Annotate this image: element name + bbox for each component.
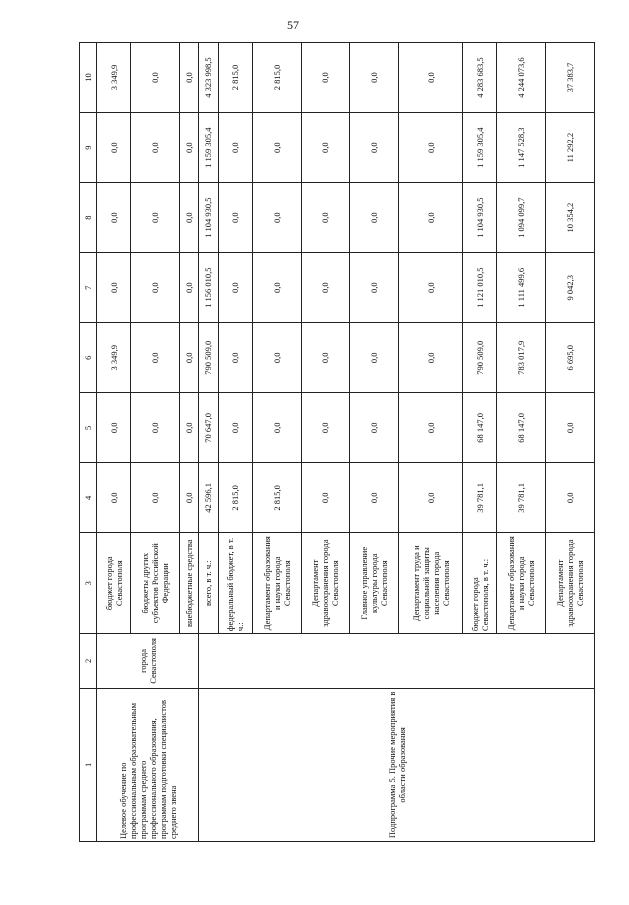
value-cell: 1 159 305,4: [199, 113, 218, 183]
value-cell: 0,0: [399, 253, 463, 323]
value-cell: 10 354,2: [546, 183, 595, 253]
column-number: 10: [80, 43, 97, 113]
executor-cell: города Севастополя: [97, 634, 199, 689]
value-cell: 68 147,0: [497, 393, 546, 463]
event-name-cell: Целевое обучение по профессиональным образовательным программам среднего профессионального образования, программам подготовки специалистов среднего звена: [97, 688, 199, 841]
value-cell: 0,0: [350, 183, 399, 253]
value-cell: 70 647,0: [199, 393, 218, 463]
page-number: 57: [287, 18, 299, 32]
value-cell: 39 781,1: [497, 463, 546, 533]
funding-source-cell: бюджет города Севастополя, в т. ч.:: [463, 533, 497, 634]
value-cell: 0,0: [179, 43, 198, 113]
value-cell: 11 292,2: [546, 113, 595, 183]
value-cell: 0,0: [179, 253, 198, 323]
value-cell: 0,0: [399, 463, 463, 533]
value-cell: 0,0: [350, 393, 399, 463]
value-cell: 0,0: [301, 323, 350, 393]
value-cell: 1 111 499,6: [497, 253, 546, 323]
funding-source-cell: бюджет города Севастополя: [97, 533, 131, 634]
value-cell: 0,0: [131, 253, 180, 323]
value-cell: 9 042,3: [546, 253, 595, 323]
value-cell: 0,0: [179, 323, 198, 393]
column-number: 7: [80, 253, 97, 323]
value-cell: 3 349,9: [97, 323, 131, 393]
value-cell: 0,0: [131, 113, 180, 183]
value-cell: 39 781,1: [463, 463, 497, 533]
value-cell: 0,0: [97, 463, 131, 533]
value-cell: 0,0: [301, 113, 350, 183]
value-cell: 0,0: [350, 113, 399, 183]
value-cell: 2 815,0: [218, 463, 252, 533]
funding-source-cell: Департамент здравоохранения города Севастополя: [546, 533, 595, 634]
value-cell: 783 017,9: [497, 323, 546, 393]
value-cell: 0,0: [546, 463, 595, 533]
value-cell: 1 159 305,4: [463, 113, 497, 183]
value-cell: 37 383,7: [546, 43, 595, 113]
value-cell: 0,0: [131, 183, 180, 253]
value-cell: 0,0: [399, 323, 463, 393]
value-cell: 1 104 930,5: [463, 183, 497, 253]
value-cell: 0,0: [131, 323, 180, 393]
column-number: 5: [80, 393, 97, 463]
funding-source-cell: внебюджетные средства: [179, 533, 198, 634]
column-number-row: [80, 43, 97, 842]
value-cell: 0,0: [301, 183, 350, 253]
value-cell: 0,0: [350, 253, 399, 323]
funding-source-cell: Департамент образования и науки города Севастополя: [252, 533, 301, 634]
value-cell: 0,0: [301, 253, 350, 323]
funding-source-cell: Департамент образования и науки города Севастополя: [497, 533, 546, 634]
funding-source-cell: федеральный бюджет, в т. ч.:: [218, 533, 252, 634]
value-cell: 0,0: [131, 43, 180, 113]
value-cell: 0,0: [218, 253, 252, 323]
value-cell: 0,0: [131, 393, 180, 463]
column-number: 3: [80, 533, 97, 634]
value-cell: 0,0: [252, 253, 301, 323]
value-cell: 0,0: [301, 393, 350, 463]
value-cell: 0,0: [252, 113, 301, 183]
value-cell: 1 156 010,5: [199, 253, 218, 323]
value-cell: 0,0: [399, 393, 463, 463]
value-cell: 4 244 073,6: [497, 43, 546, 113]
value-cell: 0,0: [179, 463, 198, 533]
value-cell: 6 695,0: [546, 323, 595, 393]
value-cell: 0,0: [350, 323, 399, 393]
value-cell: 1 094 099,7: [497, 183, 546, 253]
funding-source-cell: Департамент труда и социальной защиты населения города Севастополя: [399, 533, 463, 634]
value-cell: 0,0: [301, 463, 350, 533]
budget-table-rotated: [79, 42, 595, 842]
column-number: 6: [80, 323, 97, 393]
funding-source-cell: Главное управление культуры города Севастополя: [350, 533, 399, 634]
column-number: 4: [80, 463, 97, 533]
funding-source-cell: всего, в т. ч.:: [199, 533, 218, 634]
value-cell: 0,0: [218, 323, 252, 393]
funding-source-cell: Департамент здравоохранения города Севастополя: [301, 533, 350, 634]
value-cell: 2 815,0: [252, 43, 301, 113]
value-cell: 0,0: [97, 183, 131, 253]
table-row: [97, 43, 131, 842]
value-cell: 0,0: [399, 43, 463, 113]
column-number: 2: [80, 634, 97, 689]
value-cell: 0,0: [218, 393, 252, 463]
value-cell: 0,0: [218, 183, 252, 253]
value-cell: 4 283 683,5: [463, 43, 497, 113]
column-number: 1: [80, 688, 97, 841]
value-cell: 68 147,0: [463, 393, 497, 463]
value-cell: 2 815,0: [218, 43, 252, 113]
value-cell: 0,0: [179, 393, 198, 463]
value-cell: 0,0: [252, 323, 301, 393]
column-number: 8: [80, 183, 97, 253]
column-number: 9: [80, 113, 97, 183]
value-cell: 1 147 528,3: [497, 113, 546, 183]
value-cell: 0,0: [301, 43, 350, 113]
value-cell: 0,0: [179, 113, 198, 183]
value-cell: 0,0: [179, 183, 198, 253]
value-cell: 4 323 998,5: [199, 43, 218, 113]
value-cell: 1 121 010,5: [463, 253, 497, 323]
value-cell: 0,0: [546, 393, 595, 463]
value-cell: 1 104 930,5: [199, 183, 218, 253]
value-cell: 0,0: [218, 113, 252, 183]
value-cell: 0,0: [399, 113, 463, 183]
value-cell: 0,0: [97, 113, 131, 183]
budget-table: [79, 42, 595, 842]
value-cell: 42 596,1: [199, 463, 218, 533]
value-cell: 790 509,0: [199, 323, 218, 393]
value-cell: 0,0: [97, 253, 131, 323]
subprogram-name-cell: Подпрограмма 5. Прочие мероприятия в области образования: [199, 688, 595, 841]
table-row: [199, 43, 218, 842]
value-cell: 0,0: [350, 463, 399, 533]
value-cell: 0,0: [252, 393, 301, 463]
value-cell: 2 815,0: [252, 463, 301, 533]
executor-cell: [199, 634, 595, 689]
funding-source-cell: бюджеты других субъектов Российской Федерации: [131, 533, 180, 634]
value-cell: 3 349,9: [97, 43, 131, 113]
value-cell: 0,0: [350, 43, 399, 113]
value-cell: 0,0: [252, 183, 301, 253]
value-cell: 0,0: [97, 393, 131, 463]
value-cell: 0,0: [131, 463, 180, 533]
value-cell: 790 509,0: [463, 323, 497, 393]
value-cell: 0,0: [399, 183, 463, 253]
